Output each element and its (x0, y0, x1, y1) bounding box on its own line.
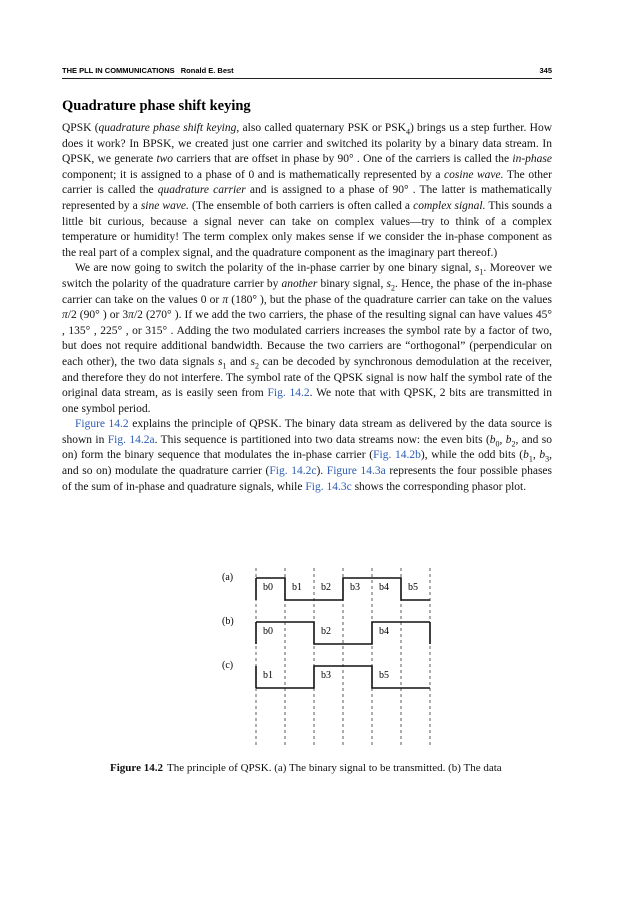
caption-text: The principle of QPSK. (a) The binary signal to be transmitted. (b) The data (166, 762, 502, 774)
link-fig-14-2b[interactable]: Fig. 14.2b (373, 449, 421, 462)
paragraph-3: Figure 14.2 explains the principle of QPSK. The binary data stream as delivered by the data source is shown in Fig. 14.2a. This sequence is partitioned into two data streams now: the even bits ($b_0$, $b_2$, and so on) form the binary sequence that modulates the in-phase carrier (Fig. 14.2b), while the odd bits ($b_1$, $b_3$, and so on) modulate the quadrature carrier (Fig. 14.2c). Figure 14.3a represents the four possible phases of the sum of in-phase and quadrature signals, while Fig. 14.3c shows the corresponding phasor plot. (62, 418, 553, 493)
bit-label: b4 (379, 582, 389, 593)
caption-label: Figure 14.2 (110, 762, 163, 774)
bit-label: b0 (263, 626, 273, 637)
panel-label: (c) (222, 660, 234, 671)
running-head-title: THE PLL IN COMMUNICATIONS (62, 66, 175, 75)
link-figure-14-3a[interactable]: Figure 14.3a (326, 465, 386, 478)
link-fig-14-3c[interactable]: Fig. 14.3c (305, 480, 352, 493)
bit-label: b1 (292, 582, 302, 593)
bit-label: b5 (408, 582, 418, 593)
bit-label: b0 (263, 582, 273, 593)
waveform (256, 578, 430, 600)
paragraph-1: QPSK (quadrature phase shift keying, also called quaternary PSK or $PSK_4$) brings us a step further. How does it work? In BPSK, we created just one carrier and switched its polarity by a binary data stream. In QPSK, we generate two carriers that are offset in phase by 90° . One of the carriers is called the in-phase component; it is assigned to a phase of 0 and is mathematically represented by a cosine wave. The other carrier is called the quadrature carrier and is assigned to a phase of 90° . The latter is mathematically represented by a sine wave. (The ensemble of both carriers is often called a complex signal. This sounds a little bit curious, because a signal never can take on complex values—try to think of a complex temperature or humidity! The term complex only makes sense if we consider the in-phase component as the real part of a complex signal, and the quadrature component as the imaginary part thereof.) (62, 122, 553, 259)
link-figure-14-2[interactable]: Figure 14.2 (75, 418, 129, 431)
section-title: Quadrature phase shift keying (62, 98, 251, 114)
bit-label: b1 (263, 670, 273, 681)
link-fig-14-2a[interactable]: Fig. 14.2a (107, 433, 155, 446)
panel-label: (a) (222, 572, 234, 583)
figure-caption (110, 762, 560, 774)
body-text (62, 121, 552, 495)
bit-label: b2 (321, 582, 331, 593)
bit-label: b5 (379, 670, 389, 681)
paragraph-2: We are now going to switch the polarity of the in-phase carrier by one binary signal, $s_1$. Moreover we switch the polarity of the quadrature carrier by another binary signal, $s_2$. Hence, the phase of the in-phase carrier can take on the values 0 or π (180° ), but the phase of the quadrature carrier can take on the values π/2 (90° ) or 3π/2 (270° ). If we add the two carriers, the phase of the resulting signal can have values 45° , 135° , 225° , or 315° . Adding the two modulated carriers increases the symbol rate by a factor of two, but does not require additional bandwidth. Because the two carriers are “orthogonal” (perpendicular on each other), the two data signals $s_1$ and $s_2$ can be decoded by synchronous demodulation at the receiver, and therefore they do not interfere. The symbol rate of the QPSK signal is now half the symbol rate of the original data stream, as is easily seen from Fig. 14.2. We note that with QPSK, 2 bits are transmitted in one symbol period. (62, 262, 552, 415)
panel-label: (b) (222, 616, 234, 627)
bit-label: b4 (379, 626, 389, 637)
bit-label: b2 (321, 626, 331, 637)
link-fig-14-2c[interactable]: Fig. 14.2c (269, 465, 317, 478)
bit-label: b3 (350, 582, 360, 593)
link-fig-14-2[interactable]: Fig. 14.2 (267, 387, 310, 400)
bit-label: b3 (321, 670, 331, 681)
running-head-author: Ronald E. Best (180, 66, 234, 75)
running-head (62, 62, 552, 79)
page-number: 345 (539, 66, 552, 75)
figure-14-2-diagram (220, 566, 440, 751)
